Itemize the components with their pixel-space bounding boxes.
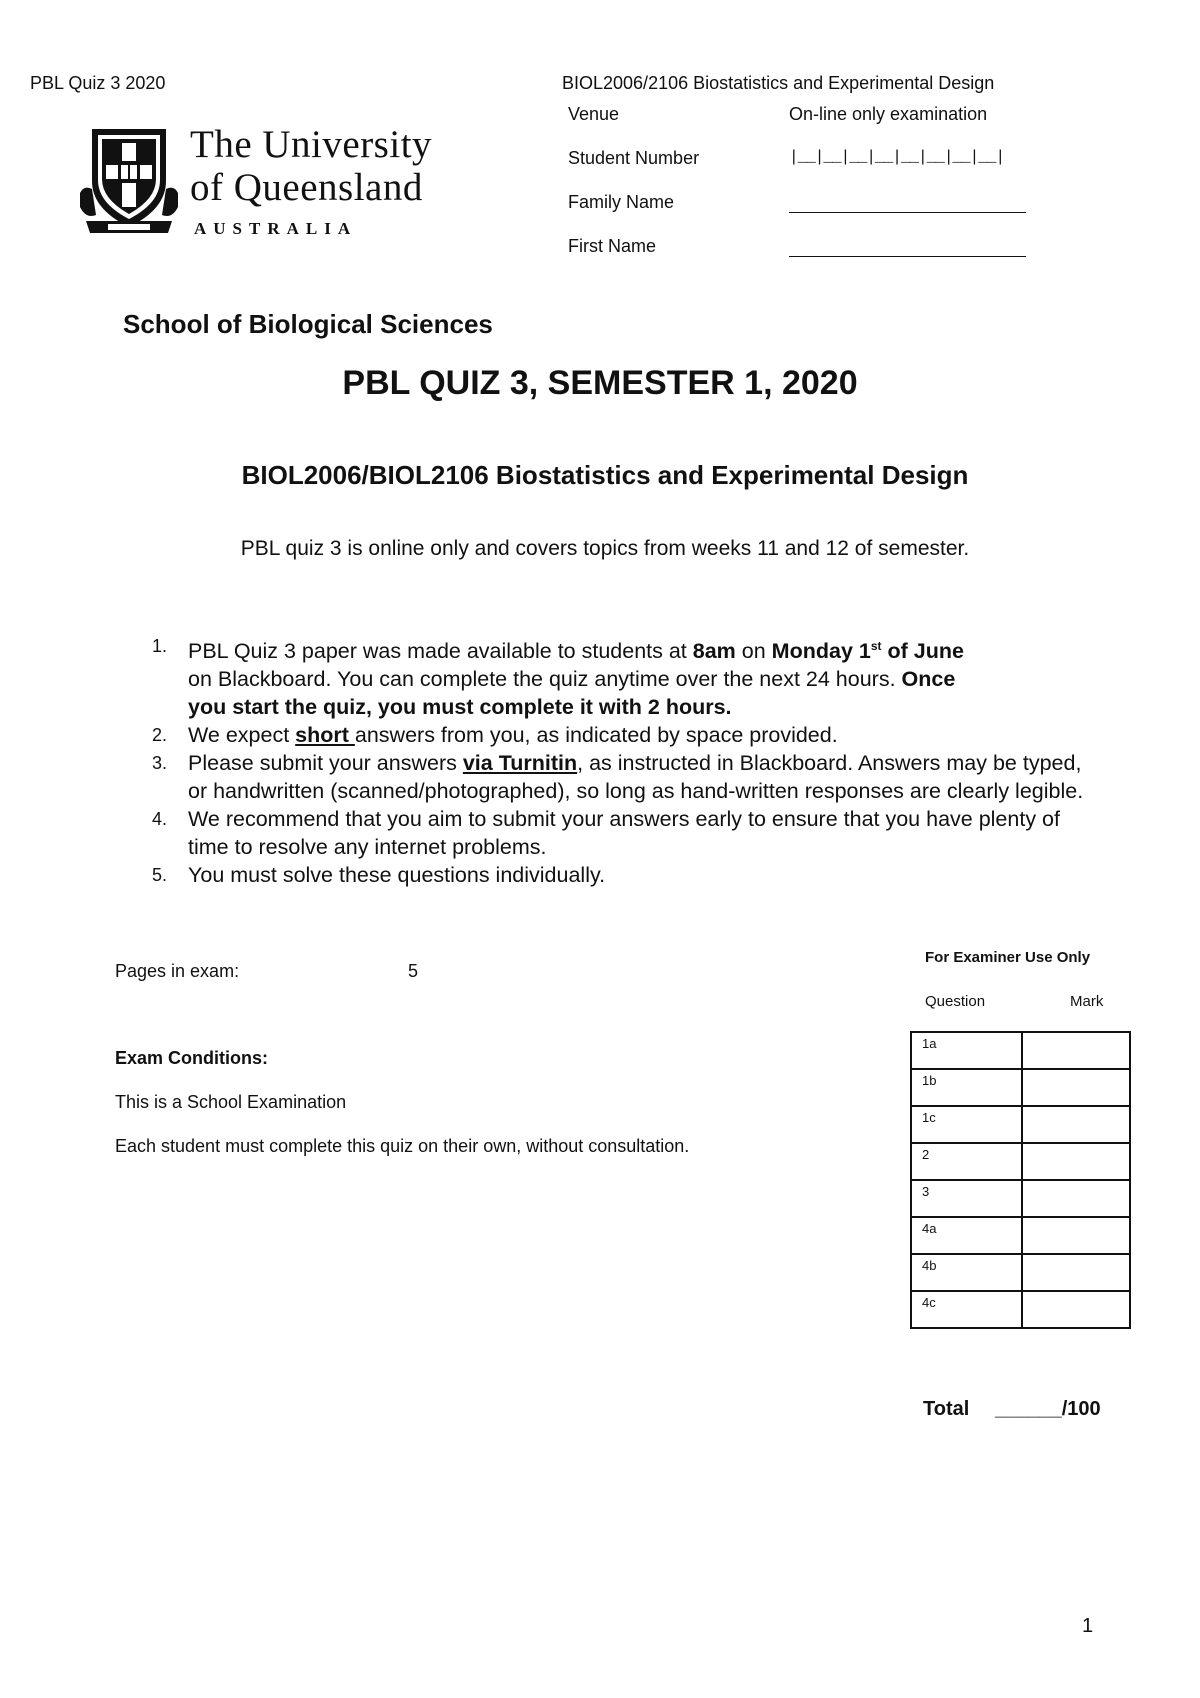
instruction-text: You must solve these questions individually. <box>188 863 606 888</box>
instruction-number: 3. <box>152 753 168 774</box>
pages-value: 5 <box>408 961 419 981</box>
quiz-title: PBL QUIZ 3, SEMESTER 1, 2020 <box>342 364 858 402</box>
instruction-item <box>152 805 1088 861</box>
exam-conditions-line2: Each student must complete this quiz on their own, without consultation. <box>115 1136 690 1156</box>
instruction-item <box>152 861 1088 889</box>
instruction-superscript: st <box>870 639 882 653</box>
instruction-text: We expect <box>188 723 296 748</box>
instruction-bold: 8am <box>692 639 736 664</box>
running-header-left: PBL Quiz 3 2020 <box>30 73 166 93</box>
instruction-bold: Once <box>901 667 956 692</box>
mark-table-question-cell: 1c <box>911 1106 1022 1143</box>
examiner-col-mark: Mark <box>1070 993 1104 1010</box>
mark-table-row <box>911 1217 1130 1254</box>
mark-table-row <box>911 1143 1130 1180</box>
university-crest-logo <box>78 123 180 240</box>
pages-label: Pages in exam: <box>115 961 240 981</box>
mark-table-row <box>911 1291 1130 1328</box>
family-name-label: Family Name <box>568 192 675 212</box>
mark-table-mark-cell[interactable] <box>1022 1143 1130 1180</box>
university-country: AUSTRALIA <box>194 219 358 238</box>
instruction-item <box>152 721 1088 749</box>
examiner-heading: For Examiner Use Only <box>925 949 1091 966</box>
school-name: School of Biological Sciences <box>123 309 493 339</box>
instruction-text: on <box>735 639 772 664</box>
mark-table-mark-cell[interactable] <box>1022 1106 1130 1143</box>
mark-table-row <box>911 1106 1130 1143</box>
mark-table-question-cell: 4b <box>911 1254 1022 1291</box>
mark-table-mark-cell[interactable] <box>1022 1069 1130 1106</box>
family-name-field[interactable] <box>789 194 1026 213</box>
instruction-number: 4. <box>152 809 168 830</box>
instruction-text: PBL Quiz 3 paper was made available to students at <box>188 639 693 664</box>
exam-conditions-heading: Exam Conditions: <box>115 1048 269 1068</box>
university-name-line1: The University <box>190 123 433 166</box>
instructions-list <box>152 632 1088 889</box>
instruction-text: We recommend that you aim to submit your answers early to ensure that you have plenty of time to resolve any internet problems. <box>188 807 1060 860</box>
mark-table-question-cell: 2 <box>911 1143 1022 1180</box>
student-number-boxes[interactable]: |__|__|__|__|__|__|__|__| <box>789 148 1005 166</box>
instruction-number: 2. <box>152 725 168 746</box>
mark-table-question-cell: 3 <box>911 1180 1022 1217</box>
mark-table-row <box>911 1069 1130 1106</box>
instruction-text: , as instructed in Blackboard. Answers may be typed, or handwritten (scanned/photographed), so long as hand-written responses are clearly legible. <box>188 751 1084 804</box>
venue-value: On-line only examination <box>789 104 988 124</box>
instruction-number: 5. <box>152 865 168 886</box>
course-title: BIOL2006/BIOL2106 Biostatistics and Experimental Design <box>241 460 969 490</box>
instruction-bold <box>772 639 964 663</box>
running-header-right: BIOL2006/2106 Biostatistics and Experimental Design <box>562 73 995 93</box>
instruction-underlined: short <box>295 723 355 748</box>
instruction-text: Please submit your answers <box>188 751 463 776</box>
mark-table-mark-cell[interactable] <box>1022 1180 1130 1217</box>
page-number: 1 <box>1082 1615 1094 1637</box>
first-name-label: First Name <box>568 236 657 256</box>
instruction-bold-date: Monday 1 <box>771 639 871 664</box>
mark-table-mark-cell[interactable] <box>1022 1291 1130 1328</box>
instruction-text: on Blackboard. You can complete the quiz anytime over the next 24 hours. <box>188 667 902 692</box>
first-name-field[interactable] <box>789 238 1026 257</box>
mark-table-mark-cell[interactable] <box>1022 1032 1130 1069</box>
university-name-line2: of Queensland <box>190 166 423 209</box>
instruction-item <box>152 749 1088 805</box>
venue-label: Venue <box>568 104 620 124</box>
exam-conditions-line1: This is a School Examination <box>115 1092 347 1112</box>
mark-table-question-cell: 4a <box>911 1217 1022 1254</box>
mark-table-row <box>911 1180 1130 1217</box>
student-number-label: Student Number <box>568 148 700 168</box>
instruction-bold-month: of June <box>881 639 964 664</box>
instruction-underlined: via Turnitin <box>462 751 578 776</box>
total-label: Total <box>923 1398 970 1420</box>
instruction-item <box>152 632 1088 721</box>
mark-table-question-cell: 1a <box>911 1032 1022 1069</box>
quiz-intro: PBL quiz 3 is online only and covers topics from weeks 11 and 12 of semester. <box>240 537 970 560</box>
examiner-col-question: Question <box>925 993 986 1010</box>
mark-table-row <box>911 1254 1130 1291</box>
total-value: ______/100 <box>995 1398 1101 1420</box>
instruction-number: 1. <box>152 636 168 656</box>
mark-table-mark-cell[interactable] <box>1022 1217 1130 1254</box>
mark-table-question-cell: 4c <box>911 1291 1022 1328</box>
instruction-bold: you start the quiz, you must complete it with 2 hours. <box>188 695 732 720</box>
mark-table-question-cell: 1b <box>911 1069 1022 1106</box>
mark-table-mark-cell[interactable] <box>1022 1254 1130 1291</box>
instruction-text: answers from you, as indicated by space provided. <box>354 723 838 748</box>
examiner-mark-table <box>910 1031 1131 1329</box>
mark-table-row <box>911 1032 1130 1069</box>
